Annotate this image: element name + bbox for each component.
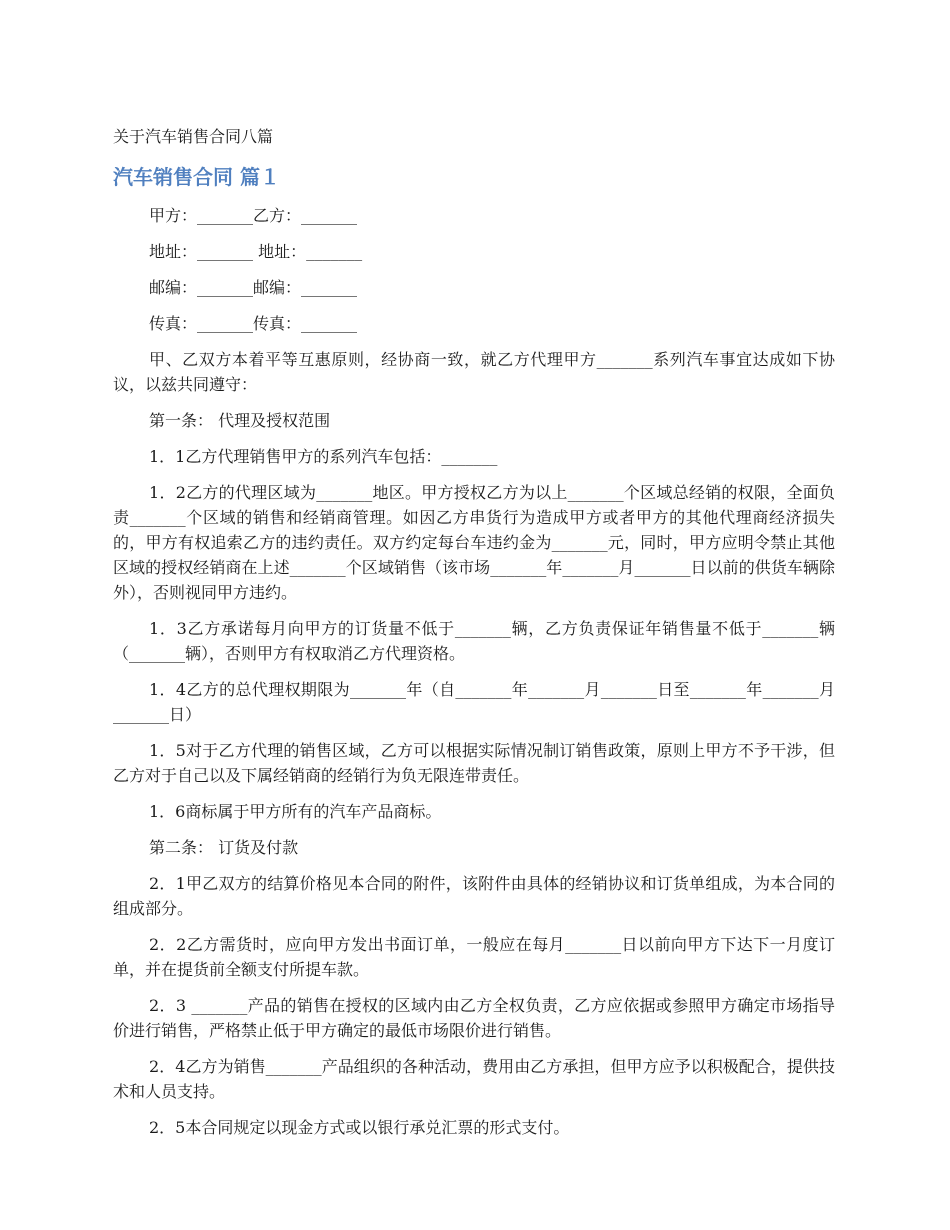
address-line: 地址：_______ 地址：_______	[149, 242, 363, 261]
clause-2-5: 2．5本合同规定以现金方式或以银行承兑汇票的形式支付。	[149, 1118, 570, 1137]
clause-1-1: 1．1乙方代理销售甲方的系列汽车包括：_______	[149, 447, 498, 466]
section-heading: 汽车销售合同 篇１	[113, 165, 280, 189]
clause-2-4: 2．4乙方为销售_______产品组织的各种活动，费用由乙方承担，但甲方应予以积极配合，提供技术和人员支持。	[113, 1057, 835, 1101]
clause-2-3: 2．3 _______产品的销售在授权的区域内由乙方全权负责，乙方应依据或参照甲方确定市场指导价进行销售，严格禁止低于甲方确定的最低市场限价进行销售。	[113, 996, 835, 1040]
fax-line: 传真：_______传真：_______	[149, 314, 358, 333]
clause-2-2: 2．2乙方需货时，应向甲方发出书面订单，一般应在每月_______日以前向甲方下达下一月度订单，并在提货前全额支付所提车款。	[113, 935, 835, 979]
clause-1-5: 1．5对于乙方代理的销售区域，乙方可以根据实际情况制订销售政策，原则上甲方不予干涉，但乙方对于自己以及下属经销商的经销行为负无限连带责任。	[113, 741, 835, 785]
clause-1-3: 1．3乙方承诺每月向甲方的订货量不低于_______辆，乙方负责保证年销售量不低于_______辆（_______辆），否则甲方有权取消乙方代理资格。	[113, 619, 835, 663]
article-2-heading: 第二条： 订货及付款	[149, 838, 299, 857]
document-title: 关于汽车销售合同八篇	[113, 127, 274, 146]
party-names-line: 甲方：_______乙方：_______	[149, 206, 358, 225]
preamble-paragraph: 甲、乙双方本着平等互惠原则，经协商一致，就乙方代理甲方_______系列汽车事宜达成如下协议，以兹共同遵守：	[113, 350, 835, 394]
clause-1-6: 1．6商标属于甲方所有的汽车产品商标。	[149, 802, 442, 821]
clause-2-1: 2．1甲乙双方的结算价格见本合同的附件，该附件由具体的经销协议和订货单组成，为本合同的组成部分。	[113, 874, 835, 918]
article-1-heading: 第一条： 代理及授权范围	[149, 411, 331, 430]
clause-1-2: 1．2乙方的代理区域为_______地区。甲方授权乙方为以上_______个区域总经销的权限，全面负责_______个区域的销售和经销商管理。如因乙方串货行为造成甲方或者甲方的其他代理商经济损失的，甲方有权追索乙方的违约责任。双方约定每台车违约金为_______元，同时，甲方应明令禁止其他区域的授权经销商在上述_______个区域销售（该市场_______年_______月_______日以前的供货车辆除外），否则视同甲方违约。	[113, 483, 835, 602]
document-body	[113, 203, 835, 1151]
postcode-line: 邮编：_______邮编：_______	[149, 278, 358, 297]
clause-1-4: 1．4乙方的总代理权期限为_______年（自_______年_______月_______日至_______年_______月_______日）	[113, 680, 835, 724]
